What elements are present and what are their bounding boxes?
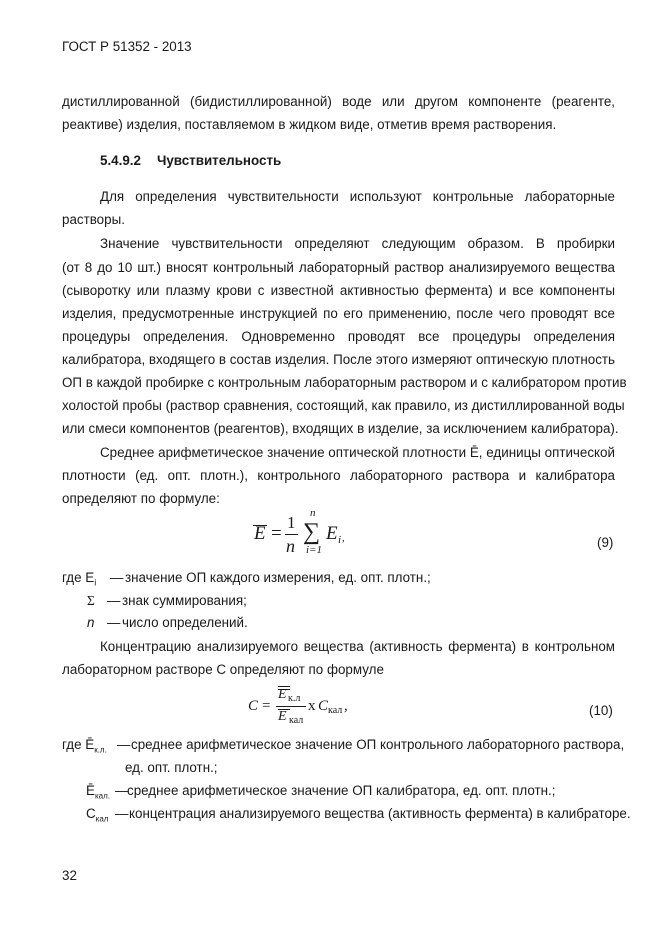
paragraph-line: плотности (ед. опт. плотн.), контрольного лабораторного раствора и калибратора xyxy=(62,468,615,483)
legend-item xyxy=(86,806,108,828)
paragraph-line: процедуры определения. Одновременно проводят все процедуры определения xyxy=(62,329,615,344)
page-number: 32 xyxy=(62,868,77,883)
legend-symbol: где Ē xyxy=(62,737,95,752)
fraction-bar xyxy=(285,534,298,535)
legend-symbol: С xyxy=(86,806,96,821)
paragraph-line: ОП в каждой пробирке с контрольным лабораторным раствором и с калибратором против xyxy=(62,375,627,390)
legend-symbol-subscript: i xyxy=(94,577,97,588)
legend-dash: — xyxy=(115,783,129,798)
legend-symbol: Ē xyxy=(86,783,95,798)
formula-comma: , xyxy=(344,698,348,714)
legend-item xyxy=(62,737,107,759)
legend-item xyxy=(86,783,110,805)
formula-equals: = xyxy=(262,698,271,714)
paragraph-line: изделия, предусмотренные инструкцией по его применению, после чего проводят все xyxy=(62,306,615,321)
legend-item xyxy=(62,570,96,591)
sum-lower: i=1 xyxy=(306,544,322,556)
paragraph-line: холостой пробы (раствор сравнения, состоящий, как правило, из дистиллированной воды xyxy=(62,398,625,413)
legend-text: среднее арифметическое значение ОП контрольного лабораторного раствора, xyxy=(131,737,625,752)
section-title: Чувствительность xyxy=(156,153,282,168)
formula-number: (9) xyxy=(597,535,614,550)
sum-term-subscript: i xyxy=(338,534,342,546)
legend-symbol-subscript: кал. xyxy=(94,791,110,801)
sum-term: E xyxy=(326,523,338,544)
legend-symbol-subscript: кал xyxy=(95,814,109,824)
legend-symbol-subscript: к.л. xyxy=(94,745,107,755)
intro-line: реактиве) изделия, поставляемом в жидком виде, отметив время растворения. xyxy=(62,117,557,132)
formula-comma: , xyxy=(342,532,345,544)
legend-text: среднее арифметическое значение ОП калибратора, ед. опт. плотн.; xyxy=(127,783,556,798)
fraction-bar xyxy=(276,706,306,707)
legend-dash: — xyxy=(115,806,129,821)
paragraph-line: или смеси компонентов (реагентов), входящих в изделие, за исключением калибратора). xyxy=(62,421,619,436)
legend-text: число определений. xyxy=(122,615,248,630)
intro-line: дистиллированной (бидистиллированной) воде или другом компоненте (реагенте, xyxy=(62,94,615,109)
paragraph-line: определяют по формуле: xyxy=(62,491,220,506)
fraction-numerator: E xyxy=(278,687,287,702)
legend-symbol: Σ xyxy=(87,593,95,608)
formula-lhs: C xyxy=(248,698,259,714)
fraction-denominator: n xyxy=(286,536,295,556)
formula-lhs: E xyxy=(254,523,266,544)
formula-number: (10) xyxy=(589,703,613,718)
formula-9 xyxy=(250,507,360,560)
formula-term: C xyxy=(318,698,329,714)
fraction-numerator: 1 xyxy=(287,513,296,532)
paragraph-line: растворы. xyxy=(62,212,125,227)
paragraph-line: лабораторном растворе С определяют по формуле xyxy=(62,662,384,677)
legend-dash: — xyxy=(110,570,124,585)
sum-sign: ∑ xyxy=(303,519,321,545)
paragraph-line: Концентрацию анализируемого вещества (активность фермента) в контрольном xyxy=(100,639,615,654)
paragraph-line: Значение чувствительности определяют следующим образом. В пробирки xyxy=(100,236,615,251)
denominator-subscript: кал xyxy=(289,715,304,726)
overline xyxy=(253,525,267,526)
section-heading xyxy=(100,153,281,169)
legend-dash: — xyxy=(107,615,121,630)
legend-dash: — xyxy=(107,593,121,608)
paragraph-line: Для определения чувствительности используют контрольные лабораторные xyxy=(100,189,615,204)
legend-text: знак суммирования; xyxy=(122,593,247,608)
multiply-sign: х xyxy=(308,698,316,714)
legend-symbol: где Е xyxy=(62,570,95,585)
fraction-denominator: E xyxy=(278,709,287,724)
paragraph-line: калибратора, входящего в состав изделия. После этого измеряют оптическую плотность xyxy=(62,352,616,367)
paragraph-line: (сыворотку или плазму крови с известной активностью фермента) и все компоненты xyxy=(62,283,615,298)
legend-text: значение ОП каждого измерения, ед. опт. плотн.; xyxy=(125,570,431,585)
section-number: 5.4.9.2 xyxy=(100,153,141,168)
term-subscript: кал xyxy=(328,705,343,716)
legend-dash: — xyxy=(117,737,131,752)
sum-upper: n xyxy=(310,507,316,519)
formula-10 xyxy=(245,683,365,731)
legend-symbol: n xyxy=(87,615,95,630)
numerator-subscript: к.л xyxy=(288,693,301,704)
document-header: ГОСТ Р 51352 - 2013 xyxy=(62,39,192,54)
formula-equals: = xyxy=(271,523,282,544)
legend-text-continued: ед. опт. плотн.; xyxy=(125,760,218,775)
paragraph-line: (от 8 до 10 шт.) вносят контрольный лабораторный раствор анализируемого вещества xyxy=(62,260,615,275)
legend-text: концентрация анализируемого вещества (активность фермента) в калибраторе. xyxy=(129,806,631,821)
paragraph-line: Среднее арифметическое значение оптической плотности Ē, единицы оптической xyxy=(100,445,615,460)
